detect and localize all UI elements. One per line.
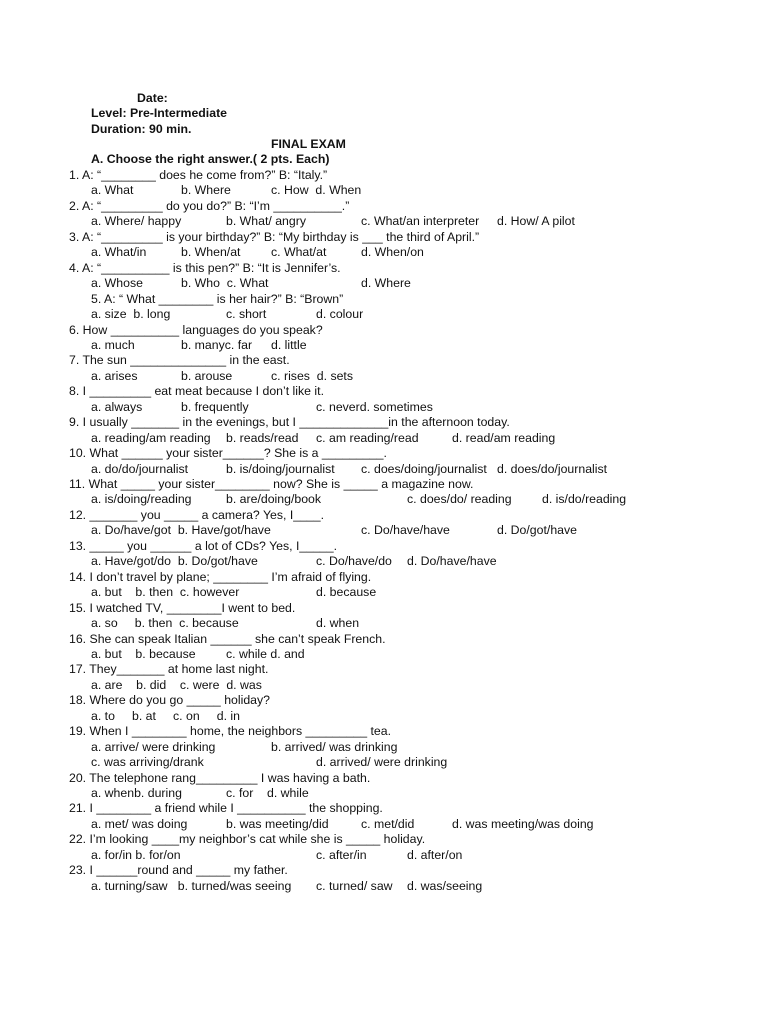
answer-option: c. while d. and: [226, 647, 305, 661]
answer-option: b. was meeting/did: [226, 817, 329, 831]
answer-option: c. turned/ saw: [316, 879, 393, 893]
answer-option: b. are/doing/book: [226, 492, 322, 506]
question-stem: 4. A: “__________ is this pen?” B: “It is Jennifer’s.: [69, 261, 341, 275]
answer-option: c. was arriving/drank: [91, 755, 204, 769]
question-stem: 6. How __________ languages do you speak?: [69, 323, 323, 337]
question-stem: 19. When I ________ home, the neighbors _________ tea.: [69, 724, 392, 738]
question-stem: 9. I usually _______ in the evenings, but I _____________in the afternoon today.: [69, 415, 510, 429]
answer-option: c. for d. while: [226, 786, 309, 800]
answer-option: a. What: [91, 183, 134, 197]
answer-option: c. short: [226, 307, 267, 321]
answer-option: c. What/an interpreter: [361, 214, 480, 228]
answer-option: c. after/in: [316, 848, 367, 862]
answer-option: a. much: [91, 338, 135, 352]
answer-option: c. does/do/ reading: [407, 492, 512, 506]
answer-option: c. Do/have/have: [361, 523, 450, 537]
answer-option: a. reading/am reading: [91, 431, 211, 445]
answer-option: a. for/in b. for/on: [91, 848, 181, 862]
answer-option: c. Do/have/do: [316, 554, 392, 568]
question-stem: 11. What _____ your sister________ now? She is _____ a magazine now.: [69, 477, 474, 491]
question-stem: 5. A: “ What ________ is her hair?” B: “Brown”: [91, 292, 344, 306]
answer-option: a. always: [91, 400, 143, 414]
question-stem: 8. I _________ eat meat because I don’t like it.: [69, 384, 324, 398]
date-label: Date:: [137, 91, 168, 105]
answer-option: a. is/doing/reading: [91, 492, 192, 506]
answer-option: a. met/ was doing: [91, 817, 188, 831]
answer-option: d. little: [271, 338, 307, 352]
answer-option: c. does/doing/journalist: [361, 462, 487, 476]
answer-option: b. arouse: [181, 369, 233, 383]
answer-option: b. reads/read: [226, 431, 299, 445]
answer-option: a. are b. did c. were d. was: [91, 678, 262, 692]
answer-option: a. arises: [91, 369, 138, 383]
answer-option: a. size b. long: [91, 307, 171, 321]
answer-option: a. Where/ happy: [91, 214, 182, 228]
answer-option: b. manyc. far: [181, 338, 253, 352]
answer-option: d. when: [316, 616, 360, 630]
question-stem: 7. The sun ______________ in the east.: [69, 353, 290, 367]
question-stem: 15. I watched TV, ________I went to bed.: [69, 601, 296, 615]
answer-option: a. to b. at c. on d. in: [91, 709, 241, 723]
answer-option: d. colour: [316, 307, 364, 321]
question-stem: 3. A: “_________ is your birthday?” B: “My birthday is ___ the third of April.”: [69, 230, 480, 244]
answer-option: d. was/seeing: [407, 879, 483, 893]
answer-option: a. so b. then c. because: [91, 616, 239, 630]
answer-option: d. because: [316, 585, 377, 599]
answer-option: a. Whose: [91, 276, 143, 290]
answer-option: a. turning/saw b. turned/was seeing: [91, 879, 292, 893]
answer-option: a. but b. then c. however: [91, 585, 240, 599]
answer-option: c. am reading/read: [316, 431, 419, 445]
answer-option: b. What/ angry: [226, 214, 306, 228]
answer-option: d. How/ A pilot: [497, 214, 575, 228]
answer-option: b. arrived/ was drinking: [271, 740, 398, 754]
question-stem: 22. I’m looking ____my neighbor’s cat while she is _____ holiday.: [69, 832, 426, 846]
question-stem: 10. What ______ your sister______? She is a _________.: [69, 446, 387, 460]
answer-option: d. read/am reading: [452, 431, 556, 445]
answer-option: d. Where: [361, 276, 411, 290]
question-stem: 17. They_______ at home last night.: [69, 662, 269, 676]
answer-option: d. was meeting/was doing: [452, 817, 594, 831]
question-stem: 12. _______ you _____ a camera? Yes, I____.: [69, 508, 325, 522]
question-stem: 13. _____ you ______ a lot of CDs? Yes, I_____.: [69, 539, 338, 553]
duration-label: Duration: 90 min.: [91, 122, 192, 136]
answer-option: b. When/at: [181, 245, 241, 259]
answer-option: d. after/on: [407, 848, 463, 862]
answer-option: d. does/do/journalist: [497, 462, 608, 476]
answer-option: c. met/did: [361, 817, 415, 831]
answer-option: a. What/in: [91, 245, 147, 259]
exam-title: FINAL EXAM: [271, 137, 346, 151]
question-stem: 20. The telephone rang_________ I was having a bath.: [69, 771, 371, 785]
level-label: Level: Pre-Intermediate: [91, 106, 227, 120]
answer-option: c. neverd. sometimes: [316, 400, 433, 414]
answer-option: b. Who c. What: [181, 276, 269, 290]
question-stem: 2. A: “_________ do you do?” B: “I’m __________.”: [69, 199, 350, 213]
answer-option: d. Do/got/have: [497, 523, 577, 537]
answer-option: a. Have/got/do b. Do/got/have: [91, 554, 258, 568]
answer-option: d. Do/have/have: [407, 554, 497, 568]
question-stem: 14. I don’t travel by plane; ________ I’m afraid of flying.: [69, 570, 372, 584]
question-stem: 21. I ________ a friend while I __________ the shopping.: [69, 801, 383, 815]
answer-option: c. How d. When: [271, 183, 362, 197]
answer-option: d. When/on: [361, 245, 424, 259]
question-stem: 23. I ______round and _____ my father.: [69, 863, 288, 877]
answer-option: a. arrive/ were drinking: [91, 740, 216, 754]
answer-option: b. is/doing/journalist: [226, 462, 335, 476]
answer-option: c. What/at: [271, 245, 327, 259]
answer-option: a. whenb. during: [91, 786, 182, 800]
answer-option: b. frequently: [181, 400, 249, 414]
answer-option: a. Do/have/got b. Have/got/have: [91, 523, 271, 537]
question-stem: 1. A: “________ does he come from?” B: “Italy.”: [69, 168, 328, 182]
answer-option: a. do/do/journalist: [91, 462, 189, 476]
answer-option: d. is/do/reading: [542, 492, 627, 506]
answer-option: b. Where: [181, 183, 231, 197]
question-stem: 16. She can speak Italian ______ she can’t speak French.: [69, 632, 386, 646]
question-stem: 18. Where do you go _____ holiday?: [69, 693, 270, 707]
answer-option: c. rises d. sets: [271, 369, 354, 383]
section-a-instructions: A. Choose the right answer.( 2 pts. Each): [91, 152, 330, 166]
answer-option: d. arrived/ were drinking: [316, 755, 448, 769]
answer-option: a. but b. because: [91, 647, 196, 661]
